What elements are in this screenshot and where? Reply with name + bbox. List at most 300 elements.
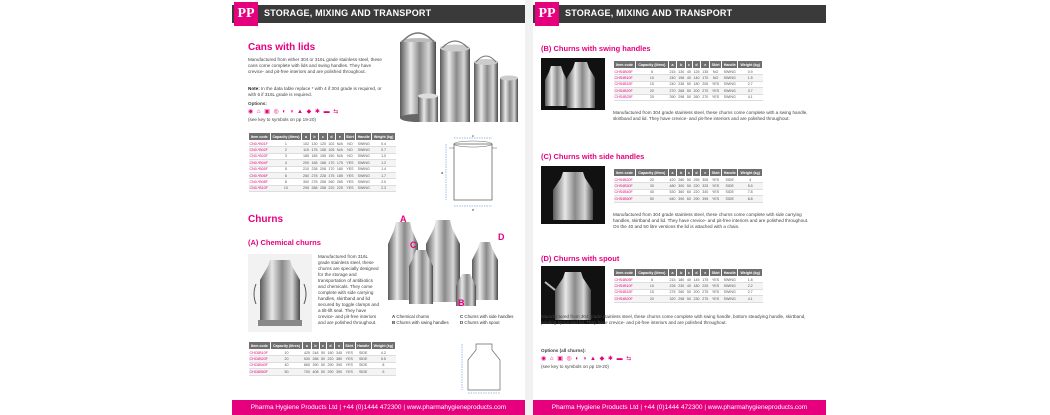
item-code-cell: CHS4B05F — [614, 277, 636, 283]
item-code-cell: CHS4B05F — [614, 69, 636, 75]
cans-spec-table — [248, 132, 396, 192]
table-cell: 158 — [319, 148, 326, 153]
table-cell: 215 — [669, 277, 676, 282]
col-capacity: Capacity (litres) — [270, 133, 302, 141]
table-cell: YES — [710, 81, 722, 87]
table-cell: 180 — [327, 350, 334, 355]
chemical-churns-table-body — [249, 350, 396, 376]
item-code-cell: CHC6B20F — [249, 356, 271, 362]
table-cell: 130 — [678, 69, 685, 74]
cans-photo — [390, 28, 522, 128]
table-cell: 238 — [311, 167, 318, 172]
legend-key: A — [392, 314, 396, 319]
item-code-cell: CN0-*B04F — [249, 160, 271, 166]
table-cell: 5.5 — [738, 183, 763, 189]
col-c: c — [320, 342, 326, 350]
table-cell: 300 — [678, 184, 685, 189]
dim-label-c: c — [472, 134, 474, 138]
page-footer: Pharma Hygiene Products Ltd | +44 (0)1444 472300 | www.pharmahygieneproducts.com — [533, 400, 826, 415]
col-skirt: Skirt — [711, 270, 720, 275]
col-e: e — [336, 133, 344, 141]
can-dimension-diagram — [432, 134, 517, 212]
col-e: e — [701, 61, 710, 69]
note-text: In the data table replace * with 4 if 304 grade is required, or with 6 if 316L grade is required. — [248, 86, 382, 97]
table-cell: 50 — [686, 88, 691, 93]
table-row — [249, 369, 396, 375]
table-cell: 1.2 — [372, 160, 396, 166]
col-c: c — [686, 169, 693, 177]
item-code-cell: CHS4B10F — [614, 75, 636, 81]
table-cell: 290 — [327, 363, 334, 368]
swing-churns-table — [613, 60, 763, 101]
table-cell: 640 — [669, 196, 676, 201]
table-cell: 288 — [312, 357, 319, 362]
churn-dimension-diagram — [454, 340, 514, 395]
col-item-code: Item code — [249, 133, 271, 141]
col-d: d — [327, 133, 335, 141]
options-reference: (see key to symbols on pp 19-20) — [248, 117, 316, 122]
table-cell: 300 — [303, 180, 310, 185]
table-cell: SIDE — [722, 183, 738, 189]
legend-key: C — [460, 314, 464, 319]
legend-text: Churns with spout — [464, 320, 500, 325]
table-cell: YES — [710, 196, 722, 202]
table-cell: 125 — [693, 69, 700, 74]
swing-churns-heading: (B) Churns with swing handles — [541, 44, 651, 53]
side-churns-table — [613, 168, 763, 203]
table-cell: 230 — [678, 284, 685, 289]
table-cell: 8 — [371, 362, 395, 368]
col-e: e — [335, 342, 344, 350]
table-cell: 180 — [336, 167, 343, 172]
table-cell: SIDE — [355, 369, 371, 375]
table-cell: SWING — [357, 186, 370, 191]
table-cell: 260 — [693, 95, 700, 100]
table-cell: YES — [710, 88, 722, 94]
table-cell: 225 — [702, 284, 709, 289]
table-cell: 60 — [686, 196, 691, 201]
spout-churns-table — [613, 268, 763, 303]
table-cell: 200 — [693, 290, 700, 295]
photo-label-a: A — [400, 214, 407, 224]
table-cell: 275 — [669, 290, 676, 295]
note-label: Note: — [248, 86, 260, 91]
table-cell: 390 — [678, 196, 685, 201]
table-cell: SWING — [722, 69, 738, 75]
table-cell: 305 — [702, 177, 709, 182]
table-cell: YES — [710, 283, 722, 289]
table-cell: 15 — [636, 81, 669, 87]
table-cell: SWING — [722, 81, 738, 87]
table-cell: YES — [344, 160, 356, 166]
table-cell: 145 — [693, 277, 700, 282]
table-cell: 50 — [320, 363, 325, 368]
item-code-cell: CHS4B15F — [614, 81, 636, 87]
table-cell: 102 — [303, 141, 310, 146]
swing-churns-photo — [541, 58, 605, 110]
table-cell: SWING — [722, 277, 738, 283]
table-cell: YES — [710, 289, 722, 295]
table-cell: 4.1 — [738, 296, 763, 302]
chemical-churns-description: Manufactured from 316L grade stainless steel, these churns are specially designed for the storage and transportation of antibiotics and chemicals. They come complete with side carrying handles, skirtband and lid secured by toggle clamps and a tilt-lift seal. They have crevice- and pit-free interiors and are polished throughout. — [318, 254, 380, 325]
table-cell: 395 — [702, 196, 709, 201]
table-cell: SWING — [722, 94, 738, 100]
table-cell: 280 — [678, 177, 685, 182]
table-cell: 0.9 — [738, 69, 763, 75]
dim-label-a: a — [441, 170, 444, 175]
table-cell: 390 — [336, 369, 343, 374]
table-cell: 50 — [686, 184, 691, 189]
spout-churns-heading: (D) Churns with spout — [541, 254, 620, 263]
table-cell: SWING — [357, 173, 370, 178]
table-cell: 125 — [319, 141, 326, 146]
legend-text: Churns with swing handles — [396, 320, 449, 325]
legend-right — [460, 314, 525, 326]
item-code-cell: CHS4B25F — [614, 94, 636, 100]
table-cell: 220 — [328, 186, 335, 191]
col-item-code: Item code — [614, 169, 636, 177]
table-cell: 50 — [320, 357, 325, 362]
col-handle: Handle — [722, 169, 738, 177]
table-cell: 2.2 — [738, 283, 763, 289]
table-cell: 185 — [311, 160, 318, 165]
table-header-row — [614, 269, 763, 277]
table-cell: 270 — [702, 95, 709, 100]
table-cell: 50 — [270, 369, 302, 375]
table-cell: 40 — [686, 277, 691, 282]
table-cell: 10 — [636, 75, 669, 81]
table-cell: N/A — [336, 154, 343, 159]
table-cell: 1.5 — [738, 75, 763, 81]
item-code-cell: CHS4B40F — [614, 189, 636, 195]
col-skirt: Skirt — [711, 170, 720, 175]
page-gutter — [525, 0, 533, 415]
col-d: d — [692, 61, 701, 69]
col-a: a — [668, 269, 677, 277]
table-cell: 175 — [702, 277, 709, 282]
table-cell: SIDE — [722, 177, 738, 183]
table-cell: N/A — [336, 141, 343, 146]
item-code-cell: CN0-*B10F — [249, 185, 271, 191]
table-cell: 30 — [636, 183, 669, 189]
item-code-cell: CHC6B50F — [249, 369, 271, 375]
table-cell: 345 — [336, 350, 343, 355]
chemical-churns-heading: (A) Chemical churns — [248, 238, 321, 247]
table-cell: 325 — [702, 184, 709, 189]
table-cell: 155 — [319, 154, 326, 159]
item-code-cell: CN0-*B06F — [249, 172, 271, 178]
table-cell: 220 — [327, 357, 334, 362]
table-header-row — [249, 133, 396, 141]
swing-churns-table-body — [614, 69, 763, 101]
table-cell: 260 — [303, 173, 310, 178]
table-cell: 260 — [328, 180, 335, 185]
table-cell: SIDE — [355, 350, 371, 356]
table-cell: 4.2 — [371, 350, 395, 356]
table-cell: YES — [343, 362, 355, 368]
table-cell: NO — [710, 75, 722, 81]
table-cell: 215 — [669, 69, 676, 74]
table-cell: 105 — [328, 148, 335, 153]
table-cell: 258 — [319, 186, 326, 191]
table-cell: 175 — [336, 160, 343, 165]
table-cell: 196 — [678, 76, 685, 81]
all-churns-options-reference: (see key to symbols on pp 19-20) — [541, 364, 609, 369]
item-code-cell: CHS4B15F — [614, 289, 636, 295]
table-cell: YES — [344, 166, 356, 172]
col-b: b — [311, 342, 320, 350]
table-cell: 390 — [312, 363, 319, 368]
table-cell: 168 — [319, 160, 326, 165]
table-cell: 50 — [686, 95, 691, 100]
dim-label-e: e — [472, 207, 475, 212]
table-cell: 390 — [669, 95, 676, 100]
item-code-cell: CHC6B40F — [249, 362, 271, 368]
table-cell: NO — [344, 141, 356, 147]
table-cell: 25 — [636, 94, 669, 100]
table-cell: 665 — [303, 363, 310, 368]
col-item-code: Item code — [614, 61, 636, 69]
table-cell: 102 — [328, 141, 335, 146]
table-cell: 248 — [312, 350, 319, 355]
table-cell: 240 — [669, 82, 676, 87]
table-cell: YES — [344, 185, 356, 191]
table-cell: 60 — [686, 190, 691, 195]
table-cell: 50 — [686, 296, 691, 301]
table-cell: 170 — [702, 76, 709, 81]
legend-text: Chemical churns — [396, 314, 430, 319]
table-cell: SWING — [722, 88, 738, 94]
col-handle: Handle — [357, 134, 370, 139]
table-cell: 265 — [336, 180, 343, 185]
table-cell: 2.7 — [738, 289, 763, 295]
table-cell: 185 — [311, 154, 318, 159]
table-cell: 7.8 — [738, 189, 763, 195]
table-cell: NO — [710, 69, 722, 75]
col-capacity: Capacity (litres) — [270, 342, 302, 350]
photo-label-c: C — [410, 240, 417, 250]
table-cell: 50 — [320, 350, 325, 355]
col-d: d — [692, 169, 701, 177]
table-cell: 530 — [303, 357, 310, 362]
side-churns-heading: (C) Churns with side handles — [541, 152, 645, 161]
table-cell: 50 — [636, 196, 669, 202]
table-cell: 268 — [678, 88, 685, 93]
table-cell: 205 — [702, 82, 709, 87]
table-cell: 208 — [319, 167, 326, 172]
table-cell: 258 — [319, 180, 326, 185]
table-cell: SWING — [722, 75, 738, 81]
legend-key: B — [392, 320, 396, 325]
table-cell: SIDE — [722, 189, 738, 195]
col-capacity: Capacity (litres) — [636, 269, 669, 277]
col-a: a — [302, 133, 310, 141]
col-b: b — [310, 133, 318, 141]
table-cell: 176 — [311, 148, 318, 153]
table-cell: 20 — [636, 88, 669, 94]
table-cell: 5 — [636, 69, 669, 75]
table-cell: 275 — [702, 290, 709, 295]
table-cell: 50 — [686, 177, 691, 182]
table-cell: 295 — [303, 186, 310, 191]
table-cell: 200 — [693, 88, 700, 93]
table-cell: 290 — [693, 196, 700, 201]
item-code-cell: CN0-*B05F — [249, 166, 271, 172]
table-cell: 275 — [702, 296, 709, 301]
table-cell: 40 — [686, 69, 691, 74]
table-cell: 380 — [336, 357, 343, 362]
table-cell: 115 — [303, 148, 309, 153]
col-weight: Weight (kg) — [371, 342, 395, 350]
table-cell: 10 — [270, 185, 302, 191]
table-cell: 2 — [270, 147, 302, 153]
photo-label-b: B — [458, 298, 465, 308]
section-title: STORAGE, MIXING AND TRANSPORT — [264, 8, 432, 18]
legend-key: D — [460, 320, 464, 325]
table-cell: 240 — [669, 76, 676, 81]
brand-logo: PP — [234, 2, 258, 26]
table-cell: 40 — [270, 362, 302, 368]
table-cell: 260 — [678, 290, 685, 295]
table-cell: 185 — [336, 173, 343, 178]
churns-heading: Churns — [248, 214, 283, 225]
side-churns-photo — [541, 166, 605, 224]
table-cell: 50 — [686, 82, 691, 87]
item-code-cell: CHS4B30F — [614, 183, 636, 189]
table-cell: 270 — [669, 88, 676, 93]
item-code-cell: CHS4B20F — [614, 88, 636, 94]
table-row — [614, 94, 763, 100]
cans-table-body — [249, 141, 396, 192]
col-b: b — [677, 169, 686, 177]
brand-logo: PP — [535, 2, 559, 26]
table-cell: SWING — [357, 154, 370, 159]
table-cell: 0.7 — [372, 147, 396, 153]
col-weight: Weight (kg) — [738, 269, 763, 277]
chemical-churn-photo — [248, 254, 312, 332]
table-cell: SWING — [357, 160, 370, 165]
side-churns-illustration — [541, 166, 605, 224]
legend-item — [460, 320, 525, 326]
table-cell: SWING — [357, 148, 370, 153]
photo-label-d: D — [498, 232, 505, 242]
table-cell: SIDE — [722, 196, 738, 202]
swing-churns-description: Manufactured from 304 grade stainless steel, these churns come complete with a swing handle, skirtband and lid. They have crevice- and pit-free interiors and are polished throughout. — [613, 110, 808, 121]
table-cell: 1.7 — [372, 172, 396, 178]
table-cell: 320 — [669, 296, 676, 301]
table-cell: 180 — [693, 284, 700, 289]
table-cell: 200 — [303, 160, 310, 165]
options-label: Options: — [248, 101, 267, 106]
table-cell: 15 — [636, 289, 669, 295]
table-cell: 278 — [311, 180, 318, 185]
col-b: b — [677, 269, 686, 277]
table-cell: YES — [710, 189, 722, 195]
col-c: c — [686, 61, 693, 69]
table-cell: 230 — [693, 296, 700, 301]
table-cell: 180 — [693, 82, 700, 87]
right-page — [533, 0, 826, 415]
table-cell: YES — [344, 179, 356, 185]
table-cell: 10 — [270, 350, 302, 356]
table-cell: 150 — [328, 154, 335, 159]
table-cell: 1.4 — [372, 166, 396, 172]
col-weight: Weight (kg) — [372, 133, 396, 141]
table-row — [249, 185, 396, 191]
table-cell: 480 — [669, 184, 676, 189]
chemical-churns-table — [248, 341, 396, 376]
item-code-cell: CHS4B50F — [614, 196, 636, 202]
table-cell: YES — [710, 296, 722, 302]
table-cell: SWING — [357, 167, 370, 172]
cans-note — [248, 86, 388, 98]
table-cell: 408 — [312, 369, 319, 374]
table-cell: 290 — [327, 369, 334, 374]
page-header — [232, 5, 525, 23]
col-handle: Handle — [355, 342, 371, 350]
table-cell: 8.8 — [738, 196, 763, 202]
item-code-cell: CHC6B10F — [249, 350, 271, 356]
table-cell: 50 — [686, 290, 691, 295]
table-cell: 185 — [303, 154, 310, 159]
table-cell: SWING — [722, 283, 738, 289]
table-cell: NO — [344, 153, 356, 159]
table-cell: 226 — [669, 284, 676, 289]
section-title: STORAGE, MIXING AND TRANSPORT — [565, 8, 733, 18]
table-cell: 40 — [686, 284, 691, 289]
spout-churns-description: Manufactured from 304 grade stainless steel, these churns come complete with swing handle, bottom steadying handle, skirtband, pouring spout and lid. They have crevice- and pit-free interiors and are polished throughout. — [541, 314, 806, 325]
col-handle: Handle — [722, 269, 738, 277]
col-capacity: Capacity (litres) — [636, 61, 669, 69]
table-cell: 1.0 — [372, 153, 396, 159]
legend-left — [392, 314, 462, 326]
table-cell: 9 — [371, 369, 395, 375]
col-skirt: Skirt — [711, 62, 720, 67]
table-cell: 50 — [320, 369, 325, 374]
table-cell: 130 — [311, 141, 318, 146]
table-cell: 10 — [636, 283, 669, 289]
table-cell: 220 — [693, 184, 700, 189]
table-header-row — [249, 342, 396, 350]
table-cell: 5.5 — [371, 356, 395, 362]
item-code-cell: CN0-*B02F — [249, 147, 271, 153]
table-cell: YES — [344, 172, 356, 178]
table-cell: 210 — [303, 167, 310, 172]
table-cell: SIDE — [355, 356, 371, 362]
table-cell: 135 — [702, 69, 709, 74]
table-cell: YES — [343, 350, 355, 356]
legend-text: Churns with side handles — [464, 314, 514, 319]
table-cell: 170 — [328, 167, 335, 172]
col-weight: Weight (kg) — [738, 169, 763, 177]
table-cell: 4 — [738, 177, 763, 183]
table-cell: 228 — [319, 173, 326, 178]
table-cell: 425 — [303, 350, 310, 355]
table-row — [614, 196, 763, 202]
side-churns-table-body — [614, 177, 763, 203]
col-d: d — [326, 342, 335, 350]
all-churns-options-icons: ◉ ⌂ ▣ ◎ ◐ ◑ ▲ ◆ ✱ ▬ ⇆ — [541, 356, 633, 362]
table-cell: SIDE — [355, 362, 371, 368]
swing-churns-illustration — [541, 58, 605, 110]
table-cell: 1 — [270, 141, 302, 147]
table-header-row — [614, 61, 763, 69]
cans-description: Manufactured from either 304 or 316L grade stainless steel, these cans come complete with lids and swing handles. They have crevice- and pit-free interiors and are polished throughout. — [248, 57, 382, 74]
table-cell: 298 — [678, 95, 685, 100]
table-cell: 298 — [678, 296, 685, 301]
table-cell: YES — [710, 277, 722, 283]
col-capacity: Capacity (litres) — [636, 169, 669, 177]
